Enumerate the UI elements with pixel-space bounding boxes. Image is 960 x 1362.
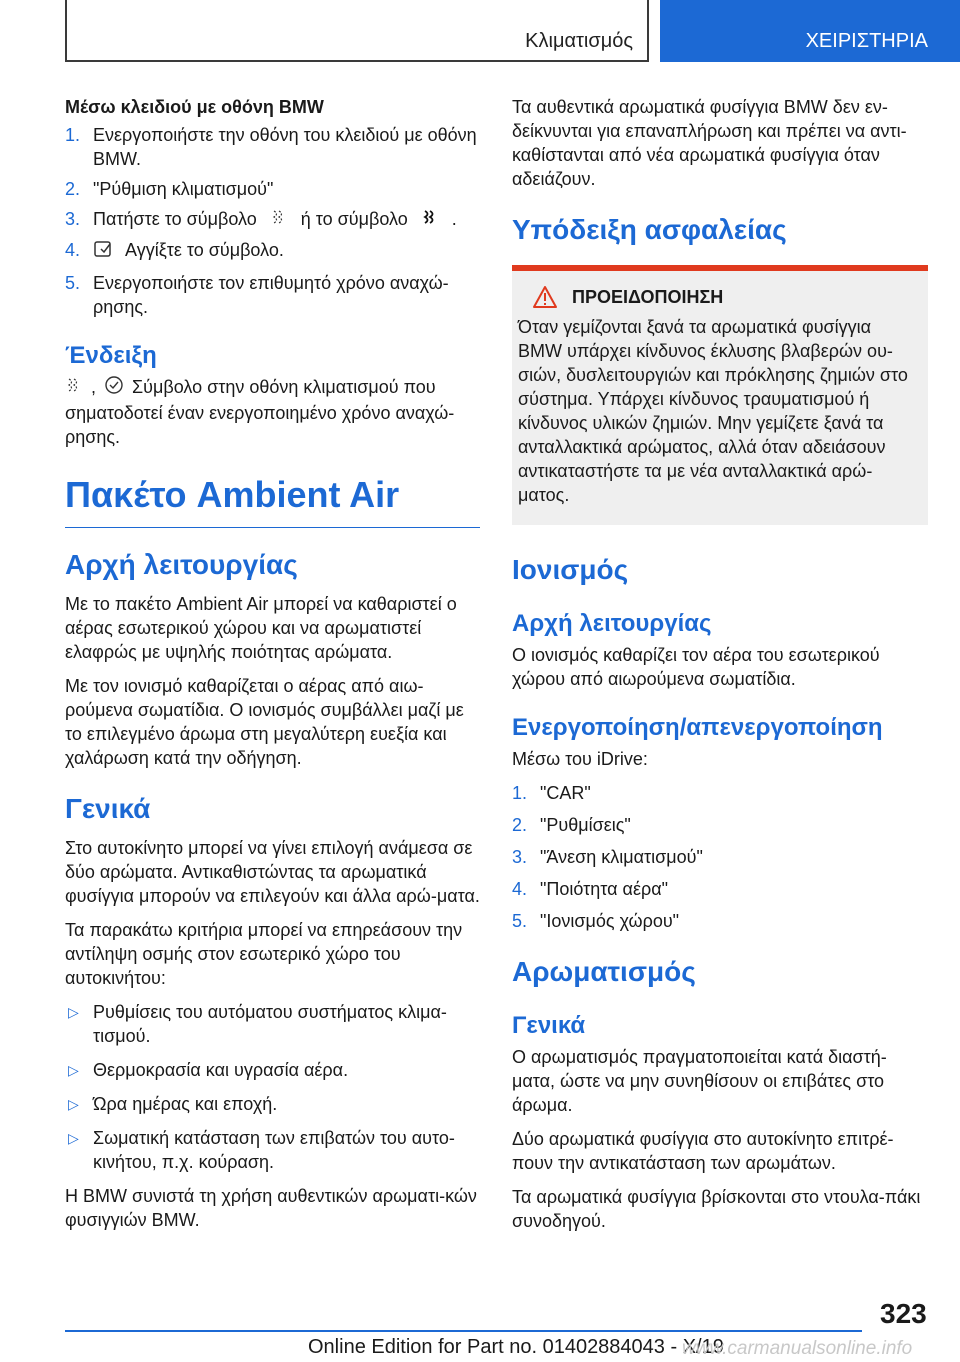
step-text: Πατήστε το σύμβολο — [93, 209, 257, 229]
aroma-general-heading: Γενικά — [512, 1012, 586, 1039]
step-text: . — [451, 209, 457, 229]
warning-triangle-icon — [532, 285, 558, 309]
list-item — [512, 781, 928, 805]
criterion-text: Σωματική κατάσταση των επιβατών του αυτο-κινήτου, π.χ. κούραση. — [93, 1127, 455, 1172]
header-section-title: Κλιματισμός — [525, 30, 633, 52]
left-column — [65, 95, 480, 1242]
step-number: 5. — [512, 911, 528, 931]
header-chapter-title: ΧΕΙΡΙΣΤΗΡΙΑ — [805, 30, 928, 52]
step-text: "Άνεση κλιματισμού" — [540, 847, 703, 867]
aroma-heading: Αρωματισμός — [512, 956, 696, 987]
footer-edition: Online Edition for Part no. 01402884043 - X/19 — [308, 1336, 724, 1358]
list-item — [512, 845, 928, 869]
list-item — [512, 909, 928, 933]
note-text: Σύμβολο στην οθόνη κλιματισμού που σηματοδοτεί έναν ενεργοποιημένο χρόνο αναχώ-ρησης. — [65, 376, 455, 447]
principle-heading: Αρχή λειτουργίας — [65, 548, 298, 580]
list-item — [65, 123, 480, 171]
via-key-title: Μέσω κλειδιού με οθόνη BMW — [65, 97, 324, 117]
bullet-triangle-icon: ▷ — [68, 1003, 79, 1020]
departure-time-icon — [270, 208, 288, 232]
step-text: "CAR" — [540, 783, 591, 803]
note-paragraph — [65, 375, 480, 449]
edit-symbol-icon — [93, 239, 113, 265]
principle-paragraph-1: Με το πακέτο Ambient Air μπορεί να καθαριστεί ο αέρας εσωτερικού χώρου και να αρωματιστεί ελαφρώς με υψηλής ποιότητας αρώματα. — [65, 593, 457, 662]
safety-heading: Υπόδειξη ασφαλείας — [512, 214, 787, 245]
list-item — [65, 1092, 480, 1116]
warning-title-row — [518, 285, 920, 309]
list-item — [512, 877, 928, 901]
aroma-paragraph-3: Τα αρωματικά φυσίγγια βρίσκονται στο ντουλα-πάκι συνοδηγού. — [512, 1187, 921, 1231]
step-text: "Ρύθμιση κλιματισμού" — [93, 179, 274, 199]
step-text: "Ιονισμός χώρου" — [540, 911, 680, 931]
running-header-chapter — [660, 0, 960, 62]
via-idrive: Μέσω του iDrive: — [512, 749, 648, 769]
list-item — [65, 1058, 480, 1082]
section-title: Πακέτο Ambient Air — [65, 473, 480, 528]
principle-paragraph: Ο ιονισμός καθαρίζει τον αέρα του εσωτερικού χώρου από αιωρούμενα σωματίδια. — [512, 645, 880, 689]
key-steps-list — [65, 123, 480, 319]
step-text: Αγγίξτε το σύμβολο. — [125, 240, 284, 261]
step-number: 3. — [512, 847, 528, 867]
general-paragraph-1: Στο αυτοκίνητο μπορεί να γίνει επιλογή ανάμεσα σε δύο αρώματα. Αντικαθιστώντας τα αρωματικά φυσίγγια μπορούν να επιλεγούν και άλλα αρώ-ματα. — [65, 837, 480, 906]
list-item — [65, 1126, 480, 1174]
principle-paragraph-2: Με τον ιονισμό καθαρίζεται ο αέρας από αιω-ρούμενα σωματίδια. Ο ιονισμός συμβάλλει μαζί με το επιλεγμένο άρωμα στη μεγαλύτερη ευεξία και χαλάρωση κατά την οδήγηση. — [65, 675, 464, 768]
onoff-heading: Ενεργοποίηση/απενεργοποίηση — [512, 714, 883, 741]
warning-text: Όταν γεμίζονται ξανά τα αρωματικά φυσίγγια BMW υπάρχει κίνδυνος έκλυσης βλαβερών ου-σιών, δυσλειτουργιών και πρόκλησης ζημιών στο σύστημα. Υπάρχει κίνδυνος τραυματισμού ή κίνδυνος υλικών ζημιών. Μην γεμίζετε ξανά τα ανταλλακτικά αρώματος, αλλά όταν αδειάσουν αντικαταστήστε τα με νέα ανταλλακτικά αρώ-ματος. — [518, 317, 908, 505]
list-item — [65, 238, 480, 264]
bullet-triangle-icon: ▷ — [68, 1061, 79, 1078]
idrive-steps-list — [512, 781, 928, 933]
step-number: 2. — [512, 815, 528, 835]
step-number: 4. — [512, 879, 528, 899]
note-heading: Ένδειξη — [65, 341, 157, 369]
footer-divider — [65, 1330, 862, 1332]
criterion-text: Ρυθμίσεις του αυτόματου συστήματος κλιμα-τισμού. — [93, 1001, 447, 1046]
criterion-text: Θερμοκρασία και υγρασία αέρα. — [93, 1059, 349, 1080]
list-item — [65, 1000, 480, 1048]
step-number: 5. — [65, 272, 81, 293]
general-paragraph-2: Τα παρακάτω κριτήρια μπορεί να επηρεάσουν την αντίληψη οσμής στον εσωτερικό χώρο του αυτοκινήτου: — [65, 919, 463, 988]
page-number: 323 — [880, 1298, 927, 1329]
step-text: ή το σύμβολο — [300, 209, 408, 229]
list-item — [65, 207, 480, 232]
watermark: www.carmanualsonline.info — [682, 1338, 913, 1359]
general-paragraph-3: Η BMW συνιστά τη χρήση αυθεντικών αρωματι-κών φυσιγγιών BMW. — [65, 1185, 477, 1230]
aroma-paragraph-1: Ο αρωματισμός πραγματοποιείται κατά διαστή-ματα, ώστε να μην συνηθίσουν οι επιβάτες στο άρωμα. — [512, 1047, 887, 1115]
warning-title: ΠΡΟΕΙΔΟΠΟΙΗΣΗ — [572, 287, 724, 307]
list-item — [65, 271, 480, 319]
step-text: Ενεργοποιήστε την οθόνη του κλειδιού με οθόνη BMW. — [93, 125, 477, 169]
warning-box — [512, 271, 928, 525]
step-text: "Ρυθμίσεις" — [540, 815, 631, 835]
bullet-triangle-icon: ▷ — [68, 1095, 79, 1112]
step-number: 4. — [65, 240, 81, 261]
right-column — [512, 95, 928, 1243]
running-header-section — [65, 0, 649, 62]
departure-time-active-icon — [421, 208, 439, 232]
criterion-text: Ώρα ημέρας και εποχή. — [93, 1093, 278, 1114]
step-text: Ενεργοποιήστε τον επιθυμητό χρόνο αναχώ-ρησης. — [93, 272, 449, 317]
step-number: 1. — [512, 783, 528, 803]
intro-paragraph: Τα αυθεντικά αρωματικά φυσίγγια BMW δεν εν-δείκνυνται για επαναπλήρωση και πρέπει να αντι-καθίστανται από νέα αρωματικά φυσίγγια όταν αδειάζουν. — [512, 97, 907, 189]
principle-heading: Αρχή λειτουργίας — [512, 610, 712, 637]
step-number: 3. — [65, 209, 81, 229]
list-item — [512, 813, 928, 837]
step-number: 1. — [65, 125, 81, 145]
clock-check-icon — [104, 375, 124, 401]
bullet-triangle-icon: ▷ — [68, 1129, 79, 1146]
criteria-list — [65, 1000, 480, 1174]
departure-time-icon — [65, 376, 83, 400]
aroma-paragraph-2: Δύο αρωματικά φυσίγγια στο αυτοκίνητο επιτρέ-πουν την αντικατάσταση των αρωμάτων. — [512, 1129, 894, 1173]
note-separator: , — [91, 376, 97, 397]
ionization-heading: Ιονισμός — [512, 554, 629, 585]
list-item — [65, 177, 480, 201]
step-number: 2. — [65, 179, 81, 199]
step-text: "Ποιότητα αέρα" — [540, 879, 669, 899]
general-heading: Γενικά — [65, 792, 151, 824]
